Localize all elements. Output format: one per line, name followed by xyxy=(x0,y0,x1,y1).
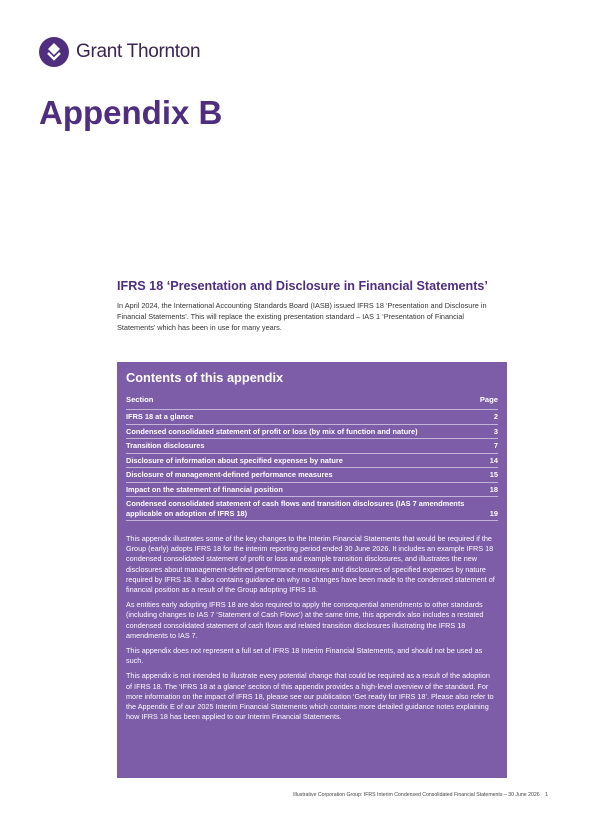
appendix-description xyxy=(126,534,497,727)
page-title: Appendix B xyxy=(39,94,223,131)
contents-row-section: Condensed consolidated statement of profit or loss (by mix of function and nature) xyxy=(126,426,418,436)
contents-row-section: Disclosure of information about specified expenses by nature xyxy=(126,455,343,465)
page-footer xyxy=(293,792,548,798)
footer-text: Illustrative Corporation Group: IFRS Interim Condensed Consolidated Financial Statements – 30 June 2026 xyxy=(293,792,540,798)
intro-paragraph: In April 2024, the International Accounting Standards Board (IASB) issued IFRS 18 ‘Presentation and Disclosure in Financial Statements’. This will replace the existing presentation standard – IAS 1 ‘Presentation of Financial Statements’ which has been in use for many years. xyxy=(117,301,487,332)
contents-row-page: 19 xyxy=(489,508,498,518)
section-column-header: Section xyxy=(126,395,154,404)
contents-row-section: IFRS 18 at a glance xyxy=(126,412,194,421)
contents-row-page: 18 xyxy=(489,484,498,494)
contents-row-page: 7 xyxy=(493,441,498,450)
contents-row-page: 2 xyxy=(493,412,498,421)
contents-row-section: Disclosure of management-defined performance measures xyxy=(126,470,333,479)
contents-row-page: 15 xyxy=(489,470,498,479)
description-paragraph: This appendix is not intended to illustrate every potential change that could be required as a result of the adoption of IFRS 18. The ‘IFRS 18 at a glance’ section of this appendix provides a high-level overview of the standard. For more information on the impact of IFRS 18, please see our publication ‘Get ready for IFRS 18’. Please also refer to the Appendix E of our 2025 Interim Financial Statements which contains more detailed guidance notes explaining how IFRS 18 has been applied to our Interim Financial Statements. xyxy=(126,671,494,722)
contents-row-page: 3 xyxy=(493,426,498,436)
description-paragraph: This appendix illustrates some of the key changes to the Interim Financial Statements that would be required if the Group (early) adopts IFRS 18 for the interim reporting period ended 30 June 2026. It includes an example IFRS 18 condensed consolidated statement of profit or loss and example transition disclosures, and illustrates the new disclosures about management-defined performance measures and disclosures of specified expenses by nature required by IFRS 18. It also contains guidance on why no changes have been made to the condensed statement of financial position as a result of the Group adopting IFRS 18. xyxy=(126,534,495,595)
logo-text: Grant Thornton xyxy=(76,41,201,62)
page-number: 1 xyxy=(545,792,548,798)
page-column-header: Page xyxy=(479,395,498,404)
contents-row-section: Impact on the statement of financial position xyxy=(126,484,283,494)
contents-title: Contents of this appendix xyxy=(126,370,284,385)
contents-list xyxy=(126,409,498,521)
contents-row-section: Condensed consolidated statement of cash flows and transition disclosures (IAS 7 amendments applicable on adoption of IFRS 18) xyxy=(126,499,465,518)
description-paragraph: This appendix does not represent a full set of IFRS 18 Interim Financial Statements, and should not be used as such. xyxy=(126,646,483,666)
contents-row[interactable] xyxy=(126,496,498,521)
logo xyxy=(38,36,200,68)
contents-row[interactable] xyxy=(126,409,498,424)
contents-row[interactable] xyxy=(126,482,498,497)
contents-row[interactable] xyxy=(126,453,498,468)
contents-row[interactable] xyxy=(126,467,498,482)
grant-thornton-logo-icon xyxy=(38,36,70,68)
section-heading: IFRS 18 ‘Presentation and Disclosure in Financial Statements’ xyxy=(117,279,488,293)
description-paragraph: As entities early adopting IFRS 18 are also required to apply the consequential amendments to other standards (including changes to IAS 7 ‘Statement of Cash Flows’) at the same time, this appendix also includes a restated condensed consolidated statement of cash flows and related transition disclosures illustrating the IFRS 18 amendments to IAS 7. xyxy=(126,600,484,640)
contents-row-page: 14 xyxy=(489,455,498,465)
contents-panel xyxy=(117,362,507,778)
contents-row[interactable] xyxy=(126,438,498,453)
contents-header-row xyxy=(126,395,498,404)
contents-row-section: Transition disclosures xyxy=(126,441,205,450)
contents-row[interactable] xyxy=(126,424,498,439)
